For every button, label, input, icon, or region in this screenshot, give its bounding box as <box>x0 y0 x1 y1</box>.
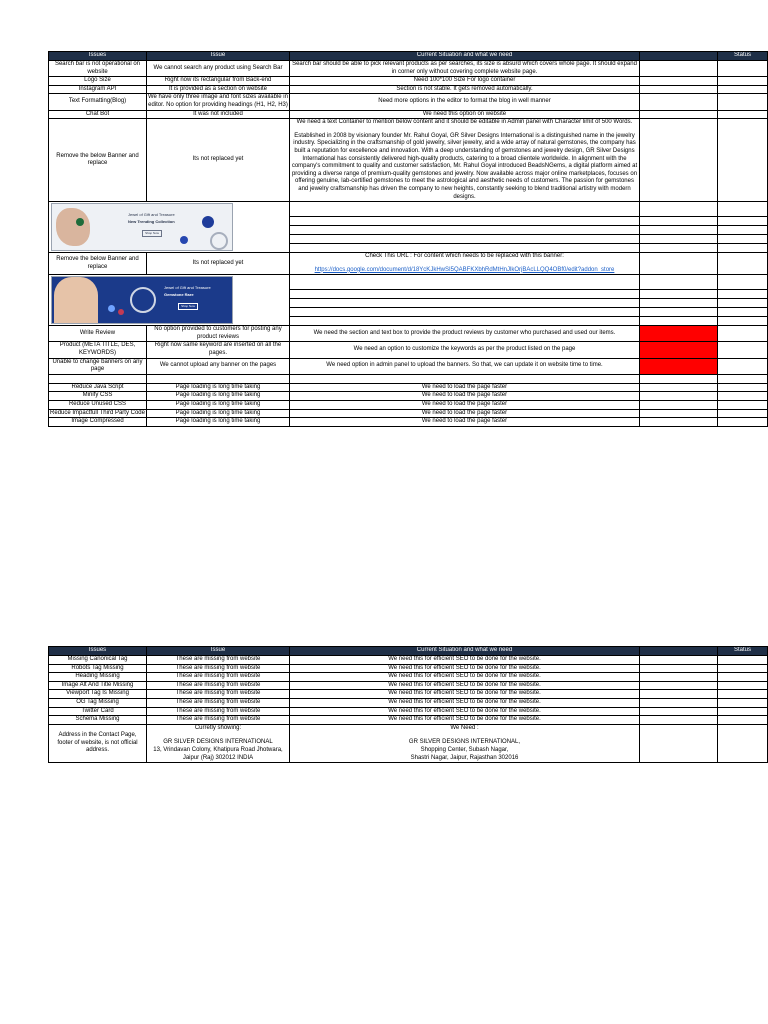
empty-cell[interactable] <box>290 317 640 326</box>
needed-address-cell[interactable] <box>290 724 640 762</box>
empty-cell[interactable] <box>640 94 718 110</box>
need-cell[interactable]: Need 100*100 Size For logo container <box>290 77 640 86</box>
table-row <box>49 77 768 86</box>
empty-cell[interactable] <box>640 716 718 725</box>
need-intro: Check This URL : For content which needs to be replaced with this banner: <box>365 253 564 260</box>
shop-now-button[interactable]: Shop Now <box>178 303 198 310</box>
need-cell[interactable] <box>290 119 640 202</box>
gem-blue <box>108 305 115 312</box>
empty-cell[interactable] <box>640 681 718 690</box>
table-row <box>49 724 768 762</box>
table-row <box>49 253 768 275</box>
status-cell[interactable] <box>718 656 768 665</box>
banner-tagline: Jewel of Gift and Treasure <box>164 285 211 291</box>
empty-cell[interactable] <box>147 374 290 383</box>
status-cell[interactable] <box>718 724 768 762</box>
status-cell[interactable] <box>718 716 768 725</box>
empty-cell[interactable] <box>290 374 640 383</box>
need-cell[interactable]: We need option in admin panel to upload the banners. So that, we can update it on website time to time. <box>290 358 640 374</box>
column-header[interactable]: Issue <box>147 647 290 656</box>
status-cell[interactable] <box>718 698 768 707</box>
need-cell[interactable]: We need this for efficient SEO to be done for the website. <box>290 690 640 699</box>
need-cell[interactable]: We need this for efficient SEO to be done for the website. <box>290 673 640 682</box>
problem-cell[interactable]: Page loading is long time taking <box>147 383 290 392</box>
table-row <box>49 716 768 725</box>
table-header-row <box>49 647 768 656</box>
current-address-label: Curretly showing: <box>194 724 242 731</box>
empty-cell[interactable] <box>640 392 718 401</box>
empty-cell[interactable] <box>290 299 640 308</box>
table-row <box>49 409 768 418</box>
issue-cell[interactable]: Remove the below Banner and replace <box>49 119 147 202</box>
problem-cell[interactable]: Right now same keyword are inserted on all the pages. <box>147 342 290 358</box>
empty-cell[interactable] <box>290 290 640 299</box>
problem-cell[interactable]: These are missing from website <box>147 716 290 725</box>
problem-cell[interactable]: These are missing from website <box>147 698 290 707</box>
problem-cell[interactable]: We have only three image and font sizes available in editor. No option for providing headings (H1, H2, H3) <box>147 94 290 110</box>
empty-cell[interactable] <box>640 383 718 392</box>
status-cell[interactable] <box>718 253 768 275</box>
table-row <box>49 202 768 217</box>
problem-cell[interactable]: Right now its rectangular from Back-end <box>147 77 290 86</box>
empty-cell[interactable] <box>640 308 718 317</box>
banner-title: New Trending Collection <box>128 219 175 225</box>
status-red-cell[interactable] <box>640 342 718 358</box>
column-header[interactable]: Issues <box>49 52 147 61</box>
empty-cell[interactable] <box>718 217 768 226</box>
empty-cell[interactable] <box>640 673 718 682</box>
banner-image-gemstone <box>51 276 233 324</box>
need-cell[interactable]: We need to load the page faster <box>290 383 640 392</box>
table-row <box>49 61 768 77</box>
empty-cell[interactable] <box>640 235 718 244</box>
issue-cell[interactable]: Twitter Card <box>49 707 147 716</box>
issue-cell[interactable]: Product (META TITLE, DES, KEYWORDS) <box>49 342 147 358</box>
status-cell[interactable] <box>718 690 768 699</box>
need-cell[interactable]: We need the section and text box to provide the product reviews by customer who purchased and used our items. <box>290 326 640 342</box>
empty-cell[interactable] <box>640 275 718 290</box>
empty-cell[interactable] <box>640 244 718 253</box>
empty-cell[interactable] <box>640 119 718 202</box>
problem-cell[interactable]: It was not included <box>147 110 290 119</box>
empty-cell[interactable] <box>290 217 640 226</box>
table-row <box>49 85 768 94</box>
need-cell[interactable]: We need this for efficient SEO to be done for the website. <box>290 681 640 690</box>
status-cell[interactable] <box>718 401 768 410</box>
issue-cell[interactable]: Address in the Contact Page, footer of website, is not official address. <box>49 724 147 762</box>
problem-cell[interactable]: Page loading is long time taking <box>147 392 290 401</box>
needed-address: GR SILVER DESIGNS INTERNATIONAL, Shopping Center, Subash Nagar, Shastri Nagar, Jaipur, Rajasthan 302016 <box>408 739 521 761</box>
current-address-cell[interactable] <box>147 724 290 762</box>
column-header[interactable]: Status <box>718 647 768 656</box>
current-address: GR SILVER DESIGNS INTERNATIONAL 13, Vrindavan Colony, Khatipura Road Jhotwara, Jaipur (Raj) 302012 INDIA <box>153 739 283 761</box>
empty-cell[interactable] <box>718 299 768 308</box>
table-row <box>49 392 768 401</box>
issue-cell[interactable]: Minify CSS <box>49 392 147 401</box>
column-header[interactable]: Current Situation and what we need <box>290 52 640 61</box>
issue-cell[interactable]: Image Alt And Title Missing <box>49 681 147 690</box>
need-cell[interactable] <box>290 253 640 275</box>
column-header[interactable]: Current Situation and what we need <box>290 647 640 656</box>
empty-cell[interactable] <box>640 698 718 707</box>
need-cell[interactable]: We need this for efficient SEO to be done for the website. <box>290 698 640 707</box>
empty-cell[interactable] <box>718 317 768 326</box>
need-cell[interactable]: We need this for efficient SEO to be done for the website. <box>290 656 640 665</box>
problem-cell[interactable]: Page loading is long time taking <box>147 409 290 418</box>
table-row <box>49 275 768 290</box>
banner-title: Gemstone Rare <box>164 292 194 298</box>
model-image <box>54 277 98 323</box>
company-description: Established in 2008 by visionary founder Mr. Rahul Goyal, GR Silver Designs International is a distinguished name in the jewelry industry. Specializing in the craftsmanship of gold jewelry, silver jewelry, and a wide array of natural gemstones, the company has built a reputation for excellence and innovation. With a deep understanding of gemstones and jewelry design, GR Silver Designs International has consistently delivered high-quality products, catering to a broad clientele worldwide. In alignment with the company's commitment to quality and customer satisfaction, Mr. Rahul Goyal introduced BeadsNGems, a digital platform aimed at providing a diverse range of premium-quality gemstones and jewelry. Now available across major online marketplaces, focuses on offering genuine, lab-certified gemstones to meet the astrological and aesthetic needs of customers. The passion for gemstones and jewelry craftsmanship has driven the company to new heights, constantly seeking to blend traditional artistry with modern designs. <box>291 132 638 200</box>
issue-cell[interactable]: Logo Size <box>49 77 147 86</box>
banner-image-cell[interactable] <box>49 275 290 326</box>
issue-cell[interactable]: Reduce Unused CSS <box>49 401 147 410</box>
status-cell[interactable] <box>718 358 768 374</box>
empty-cell[interactable] <box>640 374 718 383</box>
status-red-cell[interactable] <box>640 326 718 342</box>
problem-cell[interactable]: Page loading is long time taking <box>147 401 290 410</box>
empty-cell[interactable] <box>640 401 718 410</box>
table-row <box>49 401 768 410</box>
gem-blue-small <box>180 236 188 244</box>
issue-cell[interactable]: Heading Missing <box>49 673 147 682</box>
empty-cell[interactable] <box>290 275 640 290</box>
status-cell[interactable] <box>718 392 768 401</box>
table-row <box>49 326 768 342</box>
need-cell[interactable]: We need this for efficient SEO to be done for the website. <box>290 664 640 673</box>
problem-cell[interactable]: These are missing from website <box>147 681 290 690</box>
need-cell[interactable]: We need this for efficient SEO to be done for the website. <box>290 716 640 725</box>
empty-cell[interactable] <box>718 308 768 317</box>
need-cell[interactable]: We need this for efficient SEO to be done for the website. <box>290 707 640 716</box>
problem-cell[interactable]: These are missing from website <box>147 707 290 716</box>
google-doc-link[interactable]: https://docs.google.com/document/d/18YcKJkHwSI5QABFKXbhRdMtHnJlkOrjBAcLLQQ4OBf0/edit?addon_store <box>314 266 615 273</box>
status-cell[interactable] <box>718 77 768 86</box>
status-cell[interactable] <box>718 110 768 119</box>
empty-cell[interactable] <box>718 202 768 217</box>
problem-cell[interactable]: These are missing from website <box>147 673 290 682</box>
empty-cell[interactable] <box>640 110 718 119</box>
need-cell[interactable]: Section is not stable. It gets removed automatically. <box>290 85 640 94</box>
table-row <box>49 418 768 427</box>
issue-cell[interactable]: Image Compressed <box>49 418 147 427</box>
empty-cell[interactable] <box>640 690 718 699</box>
status-cell[interactable] <box>718 418 768 427</box>
banner-image-cell[interactable] <box>49 202 290 253</box>
empty-cell[interactable] <box>640 409 718 418</box>
empty-cell[interactable] <box>640 85 718 94</box>
table-row <box>49 656 768 665</box>
empty-cell[interactable] <box>49 374 147 383</box>
empty-cell[interactable] <box>640 226 718 235</box>
issue-cell[interactable]: OG Tag Missing <box>49 698 147 707</box>
empty-cell[interactable] <box>718 235 768 244</box>
empty-cell[interactable] <box>640 317 718 326</box>
empty-cell[interactable] <box>640 202 718 217</box>
issue-cell[interactable]: Text Formatting(Blog) <box>49 94 147 110</box>
empty-cell[interactable] <box>640 707 718 716</box>
issue-cell[interactable]: Chat Bot <box>49 110 147 119</box>
problem-cell[interactable]: Its not replaced yet <box>147 119 290 202</box>
need-intro: We need a text Container to mention below content and it should be editable in Admin panel with Character limit of 500 Words. <box>296 119 633 126</box>
empty-cell[interactable] <box>640 418 718 427</box>
issue-cell[interactable]: Write Review <box>49 326 147 342</box>
empty-cell[interactable] <box>640 253 718 275</box>
table-row <box>49 664 768 673</box>
status-cell[interactable] <box>718 383 768 392</box>
empty-cell[interactable] <box>640 664 718 673</box>
empty-cell[interactable] <box>290 308 640 317</box>
need-cell[interactable]: We need this option on website <box>290 110 640 119</box>
table-row <box>49 374 768 383</box>
problem-cell[interactable]: Page loading is long time taking <box>147 418 290 427</box>
issue-cell[interactable]: Reduce Impactfull Third Party Code <box>49 409 147 418</box>
empty-cell[interactable] <box>640 290 718 299</box>
empty-cell[interactable] <box>640 656 718 665</box>
ring-silver <box>210 232 228 250</box>
issue-cell[interactable]: Search bar is not operational on website <box>49 61 147 77</box>
gem-blue <box>202 216 214 228</box>
status-cell[interactable] <box>718 664 768 673</box>
status-cell[interactable] <box>718 409 768 418</box>
empty-cell[interactable] <box>640 61 718 77</box>
problem-cell[interactable]: We cannot upload any banner on the pages <box>147 358 290 374</box>
status-cell[interactable] <box>718 94 768 110</box>
status-cell[interactable] <box>718 342 768 358</box>
status-cell[interactable] <box>718 85 768 94</box>
need-cell[interactable]: Need more options in the editor to format the blog in well manner <box>290 94 640 110</box>
issue-cell[interactable]: Schema Missing <box>49 716 147 725</box>
ring-silver <box>130 287 156 313</box>
table-row <box>49 94 768 110</box>
empty-cell[interactable] <box>290 226 640 235</box>
table-row <box>49 690 768 699</box>
column-header[interactable]: Issues <box>49 647 147 656</box>
issue-cell[interactable]: Reduce Java Script <box>49 383 147 392</box>
issue-cell[interactable]: Viewport Tag Is Missing <box>49 690 147 699</box>
problem-cell[interactable]: Its not replaced yet <box>147 253 290 275</box>
status-cell[interactable] <box>718 681 768 690</box>
banner-image-trending <box>51 203 233 251</box>
column-header[interactable]: Issue <box>147 52 290 61</box>
empty-cell[interactable] <box>718 244 768 253</box>
problem-cell[interactable]: These are missing from website <box>147 656 290 665</box>
empty-cell[interactable] <box>718 226 768 235</box>
empty-cell[interactable] <box>718 374 768 383</box>
issue-cell[interactable]: Instagram API <box>49 85 147 94</box>
issues-table <box>48 51 768 427</box>
issue-cell[interactable]: Remove the below Banner and replace <box>49 253 147 275</box>
empty-cell[interactable] <box>718 290 768 299</box>
issue-cell[interactable]: Missing Canonical Tag <box>49 656 147 665</box>
table-row <box>49 707 768 716</box>
hand-image <box>56 208 90 246</box>
table-row <box>49 698 768 707</box>
status-cell[interactable] <box>718 707 768 716</box>
empty-cell[interactable] <box>290 244 640 253</box>
table-row <box>49 342 768 358</box>
empty-cell[interactable] <box>640 77 718 86</box>
table-row <box>49 383 768 392</box>
column-header[interactable] <box>640 647 718 656</box>
need-cell[interactable]: Search bar should be able to pick relevant products as per searches, its size is absurd which covers whole page. It should expand in corner only without covering complete website page. <box>290 61 640 77</box>
empty-cell[interactable] <box>640 299 718 308</box>
issue-cell[interactable]: Unable to change banners on any page <box>49 358 147 374</box>
problem-cell[interactable]: These are missing from website <box>147 690 290 699</box>
status-cell[interactable] <box>718 326 768 342</box>
table-row <box>49 673 768 682</box>
needed-address-label: We Need : <box>450 724 479 731</box>
table-row <box>49 358 768 374</box>
table-row <box>49 681 768 690</box>
empty-cell[interactable] <box>718 275 768 290</box>
empty-cell[interactable] <box>290 235 640 244</box>
need-cell[interactable]: We need an option to customize the keywords as per the product listed on the page <box>290 342 640 358</box>
empty-cell[interactable] <box>640 217 718 226</box>
need-cell[interactable]: We need to load the page faster <box>290 401 640 410</box>
gem-red <box>118 309 124 315</box>
problem-cell[interactable]: We cannot search any product using Search Bar <box>147 61 290 77</box>
need-cell[interactable]: We need to load the page faster <box>290 392 640 401</box>
status-red-cell[interactable] <box>640 358 718 374</box>
problem-cell[interactable]: No option provided to customers for posting any product reviews <box>147 326 290 342</box>
table-row <box>49 119 768 202</box>
empty-cell[interactable] <box>290 202 640 217</box>
status-cell[interactable] <box>718 673 768 682</box>
need-cell[interactable]: We need to load the page faster <box>290 409 640 418</box>
empty-cell[interactable] <box>640 724 718 762</box>
column-header[interactable] <box>640 52 718 61</box>
problem-cell[interactable]: It is provided as a section on website <box>147 85 290 94</box>
need-cell[interactable]: We need to load the page faster <box>290 418 640 427</box>
banner-tagline: Jewel of Gift and Treasure <box>128 212 175 218</box>
column-header[interactable]: Status <box>718 52 768 61</box>
status-cell[interactable] <box>718 61 768 77</box>
problem-cell[interactable]: These are missing from website <box>147 664 290 673</box>
status-cell[interactable] <box>718 119 768 202</box>
seo-issues-table <box>48 646 768 763</box>
shop-now-button[interactable]: Shop Now <box>142 230 162 237</box>
table-header-row <box>49 52 768 61</box>
table-row <box>49 110 768 119</box>
issue-cell[interactable]: Robots Tag Missing <box>49 664 147 673</box>
